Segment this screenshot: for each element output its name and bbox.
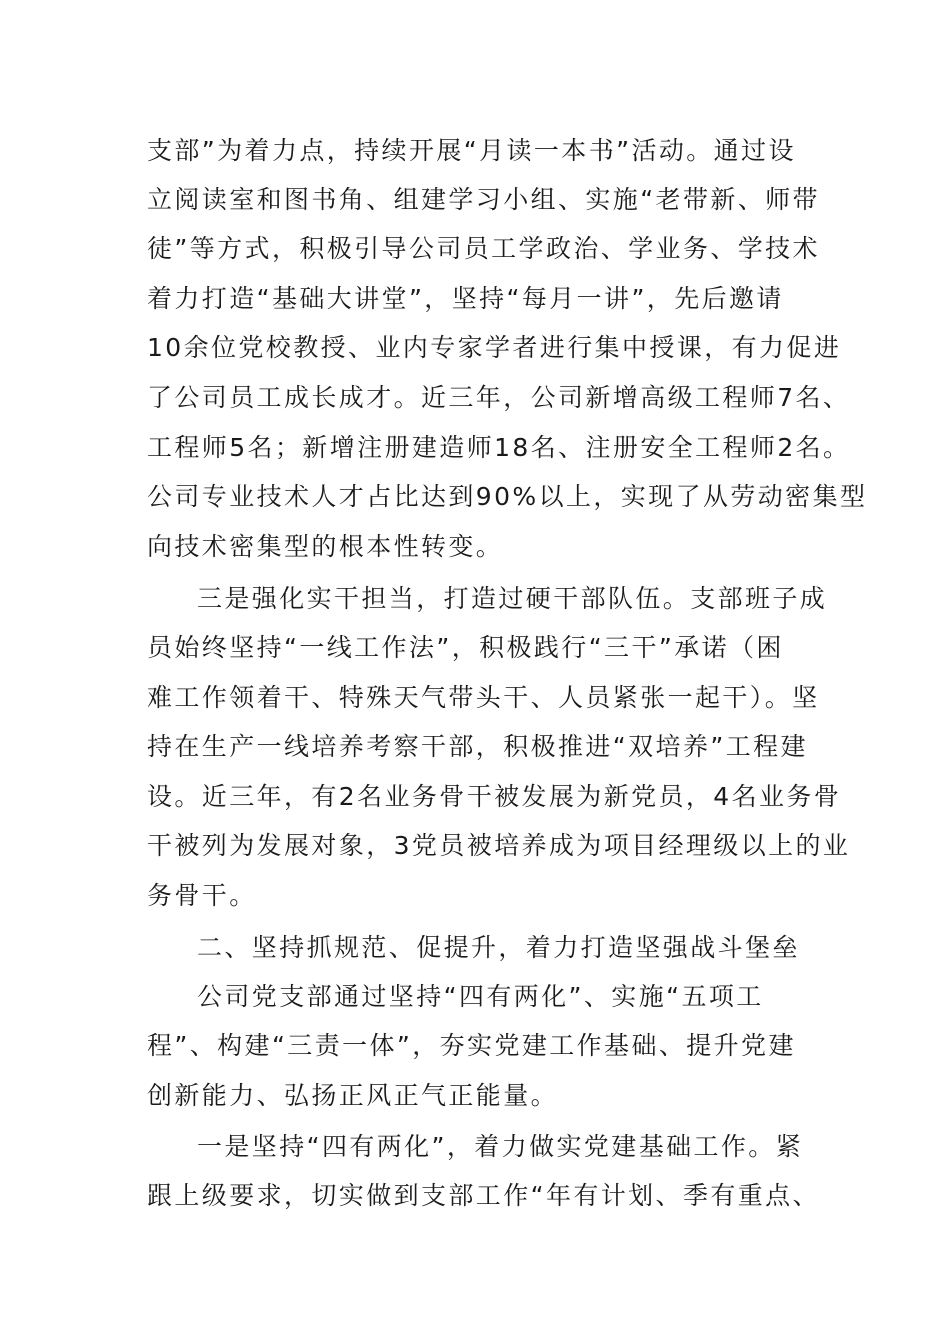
text-line: 立阅读室和图书角、组建学习小组、实施“老带新、师带 xyxy=(147,185,820,214)
text-line: 工程师5名；新增注册建造师18名、注册安全工程师2名。 xyxy=(147,433,851,462)
text-line: 跟上级要求，切实做到支部工作“年有计划、季有重点、 xyxy=(147,1181,820,1210)
text-line: 10余位党校教授、业内专家学者进行集中授课，有力促进 xyxy=(147,333,842,362)
section-heading: 二、坚持抓规范、促提升，着力打造坚强战斗堡垒 xyxy=(197,933,800,962)
text-line: 干被列为发展对象，3党员被培养成为项目经理级以上的业 xyxy=(147,831,851,860)
text-line: 务骨干。 xyxy=(147,881,257,910)
text-line: 了公司员工成长成才。近三年，公司新增高级工程师7名、 xyxy=(147,383,851,412)
paragraph-first-line: 公司党支部通过坚持“四有两化”、实施“五项工 xyxy=(197,982,764,1011)
text-line: 难工作领着干、特殊天气带头干、人员紧张一起干）。坚 xyxy=(147,683,820,712)
text-line: 程”、构建“三责一体”，夯实党建工作基础、提升党建 xyxy=(147,1031,796,1060)
paragraph-first-line: 一是坚持“四有两化”，着力做实党建基础工作。紧 xyxy=(197,1132,804,1161)
paragraph-first-line: 三是强化实干担当，打造过硬干部队伍。支部班子成 xyxy=(197,584,828,613)
text-line: 向技术密集型的根本性转变。 xyxy=(147,532,504,561)
text-line: 着力打造“基础大讲堂”，坚持“每月一讲”，先后邀请 xyxy=(147,284,784,313)
text-line: 持在生产一线培养考察干部，积极推进“双培养”工程建 xyxy=(147,732,808,761)
text-line: 徒”等方式，积极引导公司员工学政治、学业务、学技术 xyxy=(147,234,820,263)
text-line: 设。近三年，有2名业务骨干被发展为新党员，4名业务骨 xyxy=(147,782,842,811)
text-line: 员始终坚持“一线工作法”，积极践行“三干”承诺（困 xyxy=(147,633,784,662)
text-line: 创新能力、弘扬正风正气正能量。 xyxy=(147,1081,559,1110)
text-line: 支部”为着力点，持续开展“月读一本书”活动。通过设 xyxy=(147,136,796,165)
text-line: 公司专业技术人才占比达到90%以上，实现了从劳动密集型 xyxy=(147,482,868,511)
